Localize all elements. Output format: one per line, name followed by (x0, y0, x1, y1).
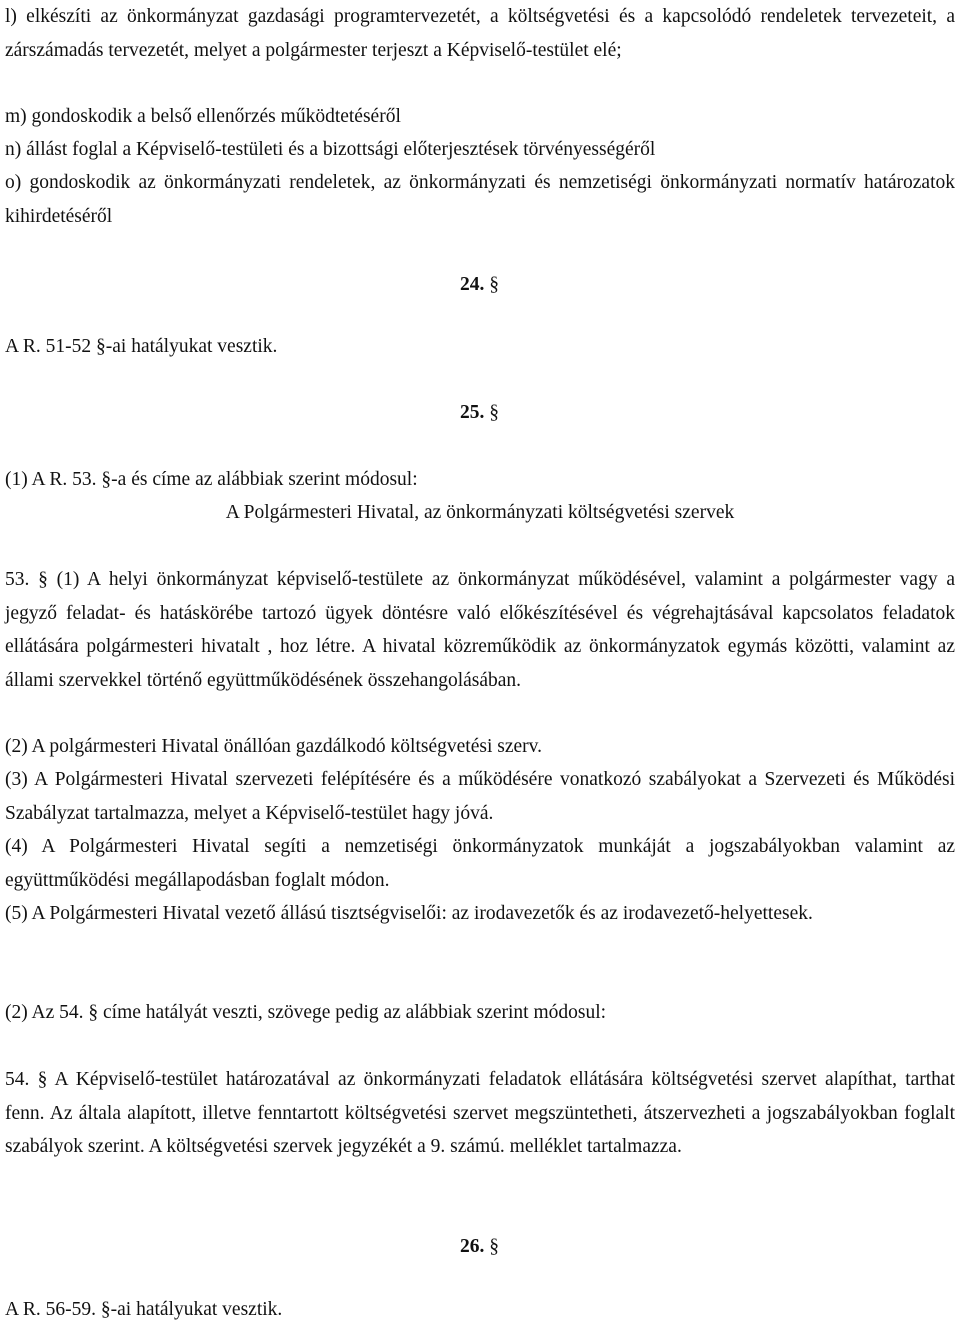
section-symbol: § (489, 1236, 499, 1257)
section-number: 25. (460, 402, 485, 423)
list-item-n (5, 133, 955, 167)
paragraph-text: (4) A Polgármesteri Hivatal segíti a nemzetiségi önkormányzatok munkáját a jogszabályokban valamint az együttműködési megállapodásban foglalt módon. (5, 836, 955, 891)
paragraph-53-3 (5, 763, 955, 830)
section-text: A R. 51-52 §-ai hatályukat vesztik. (5, 336, 278, 357)
list-item-text: o) gondoskodik az önkormányzati rendeletek, az önkormányzati és nemzetiségi önkormányzati normatív határozatok kihirdetéséről (5, 172, 955, 227)
section-26-heading (460, 1230, 499, 1264)
paragraph-53-2 (5, 730, 955, 764)
section-25-intro (5, 463, 955, 497)
paragraph-53-5 (5, 897, 955, 931)
list-item-m (5, 100, 955, 134)
amendment-2 (5, 996, 955, 1030)
list-item-o (5, 166, 955, 233)
section-24-text (5, 330, 955, 364)
section-text: A R. 56-59. §-ai hatályukat vesztik. (5, 1299, 283, 1320)
paragraph-text: (5) A Polgármesteri Hivatal vezető állású tisztségviselői: az irodavezetők és az irodavezető-helyettesek. (5, 903, 813, 924)
amendment-intro: (1) A R. 53. §-a és címe az alábbiak szerint módosul: (5, 469, 418, 490)
section-symbol: § (489, 402, 499, 423)
paragraph-53-1 (5, 563, 955, 697)
section-25-heading (460, 396, 499, 430)
paragraph-text: (3) A Polgármesteri Hivatal szervezeti felépítésére és a működésére vonatkozó szabályokat a Szervezeti és Működési Szabályzat tartalmazza, melyet a Képviselő-testület hagy jóvá. (5, 769, 955, 824)
section-number: 26. (460, 1236, 485, 1257)
paragraph-54 (5, 1063, 955, 1164)
section-24-heading (460, 268, 499, 302)
list-item-text: n) állást foglal a Képviselő-testületi és a bizottsági előterjesztések törvényességéről (5, 139, 656, 160)
paragraph-text: 54. § A Képviselő-testület határozatával az önkormányzati feladatok ellátására költségvetési szervet alapíthat, tarthat fenn. Az általa alapított, illetve fenntartott költségvetési szervet megszüntetheti, átszervezheti a jogszabályokban foglalt szabályok szerint. A költségvetési szervek jegyzékét a 9. számú. melléklet tartalmazza. (5, 1069, 955, 1157)
new-section-title: A Polgármesteri Hivatal, az önkormányzati költségvetési szervek (225, 502, 735, 523)
paragraph-text: (2) A polgármesteri Hivatal önállóan gazdálkodó költségvetési szerv. (5, 736, 542, 757)
section-26-text (5, 1293, 955, 1327)
paragraph-text: 53. § (1) A helyi önkormányzat képviselő-testülete az önkormányzat működésével, valamint a polgármester vagy a jegyző feladat- és hatáskörébe tartozó ügyek döntésre való előkészítésével és végrehajtásával kapcsolatos feladatok ellátására polgármesteri hivatalt , hoz létre. A hivatal közreműködik az önkormányzatok egymás közötti, valamint az állami szervekkel történő együttműködésének összehangolásában. (5, 569, 955, 691)
section-number: 24. (460, 274, 485, 295)
section-symbol: § (489, 274, 499, 295)
list-item-text: l) elkészíti az önkormányzat gazdasági programtervezetét, a költségvetési és a kapcsolódó rendeletek tervezeteit, a zárszámadás tervezetét, melyet a polgármester terjeszt a Képviselő-testület elé; (5, 6, 955, 61)
list-item-text: m) gondoskodik a belső ellenőrzés működtetéséről (5, 106, 401, 127)
paragraph-53-4 (5, 830, 955, 897)
amendment-text: (2) Az 54. § címe hatályát veszti, szövege pedig az alábbiak szerint módosul: (5, 1002, 607, 1023)
new-title (5, 496, 955, 530)
list-item-l (5, 0, 955, 67)
